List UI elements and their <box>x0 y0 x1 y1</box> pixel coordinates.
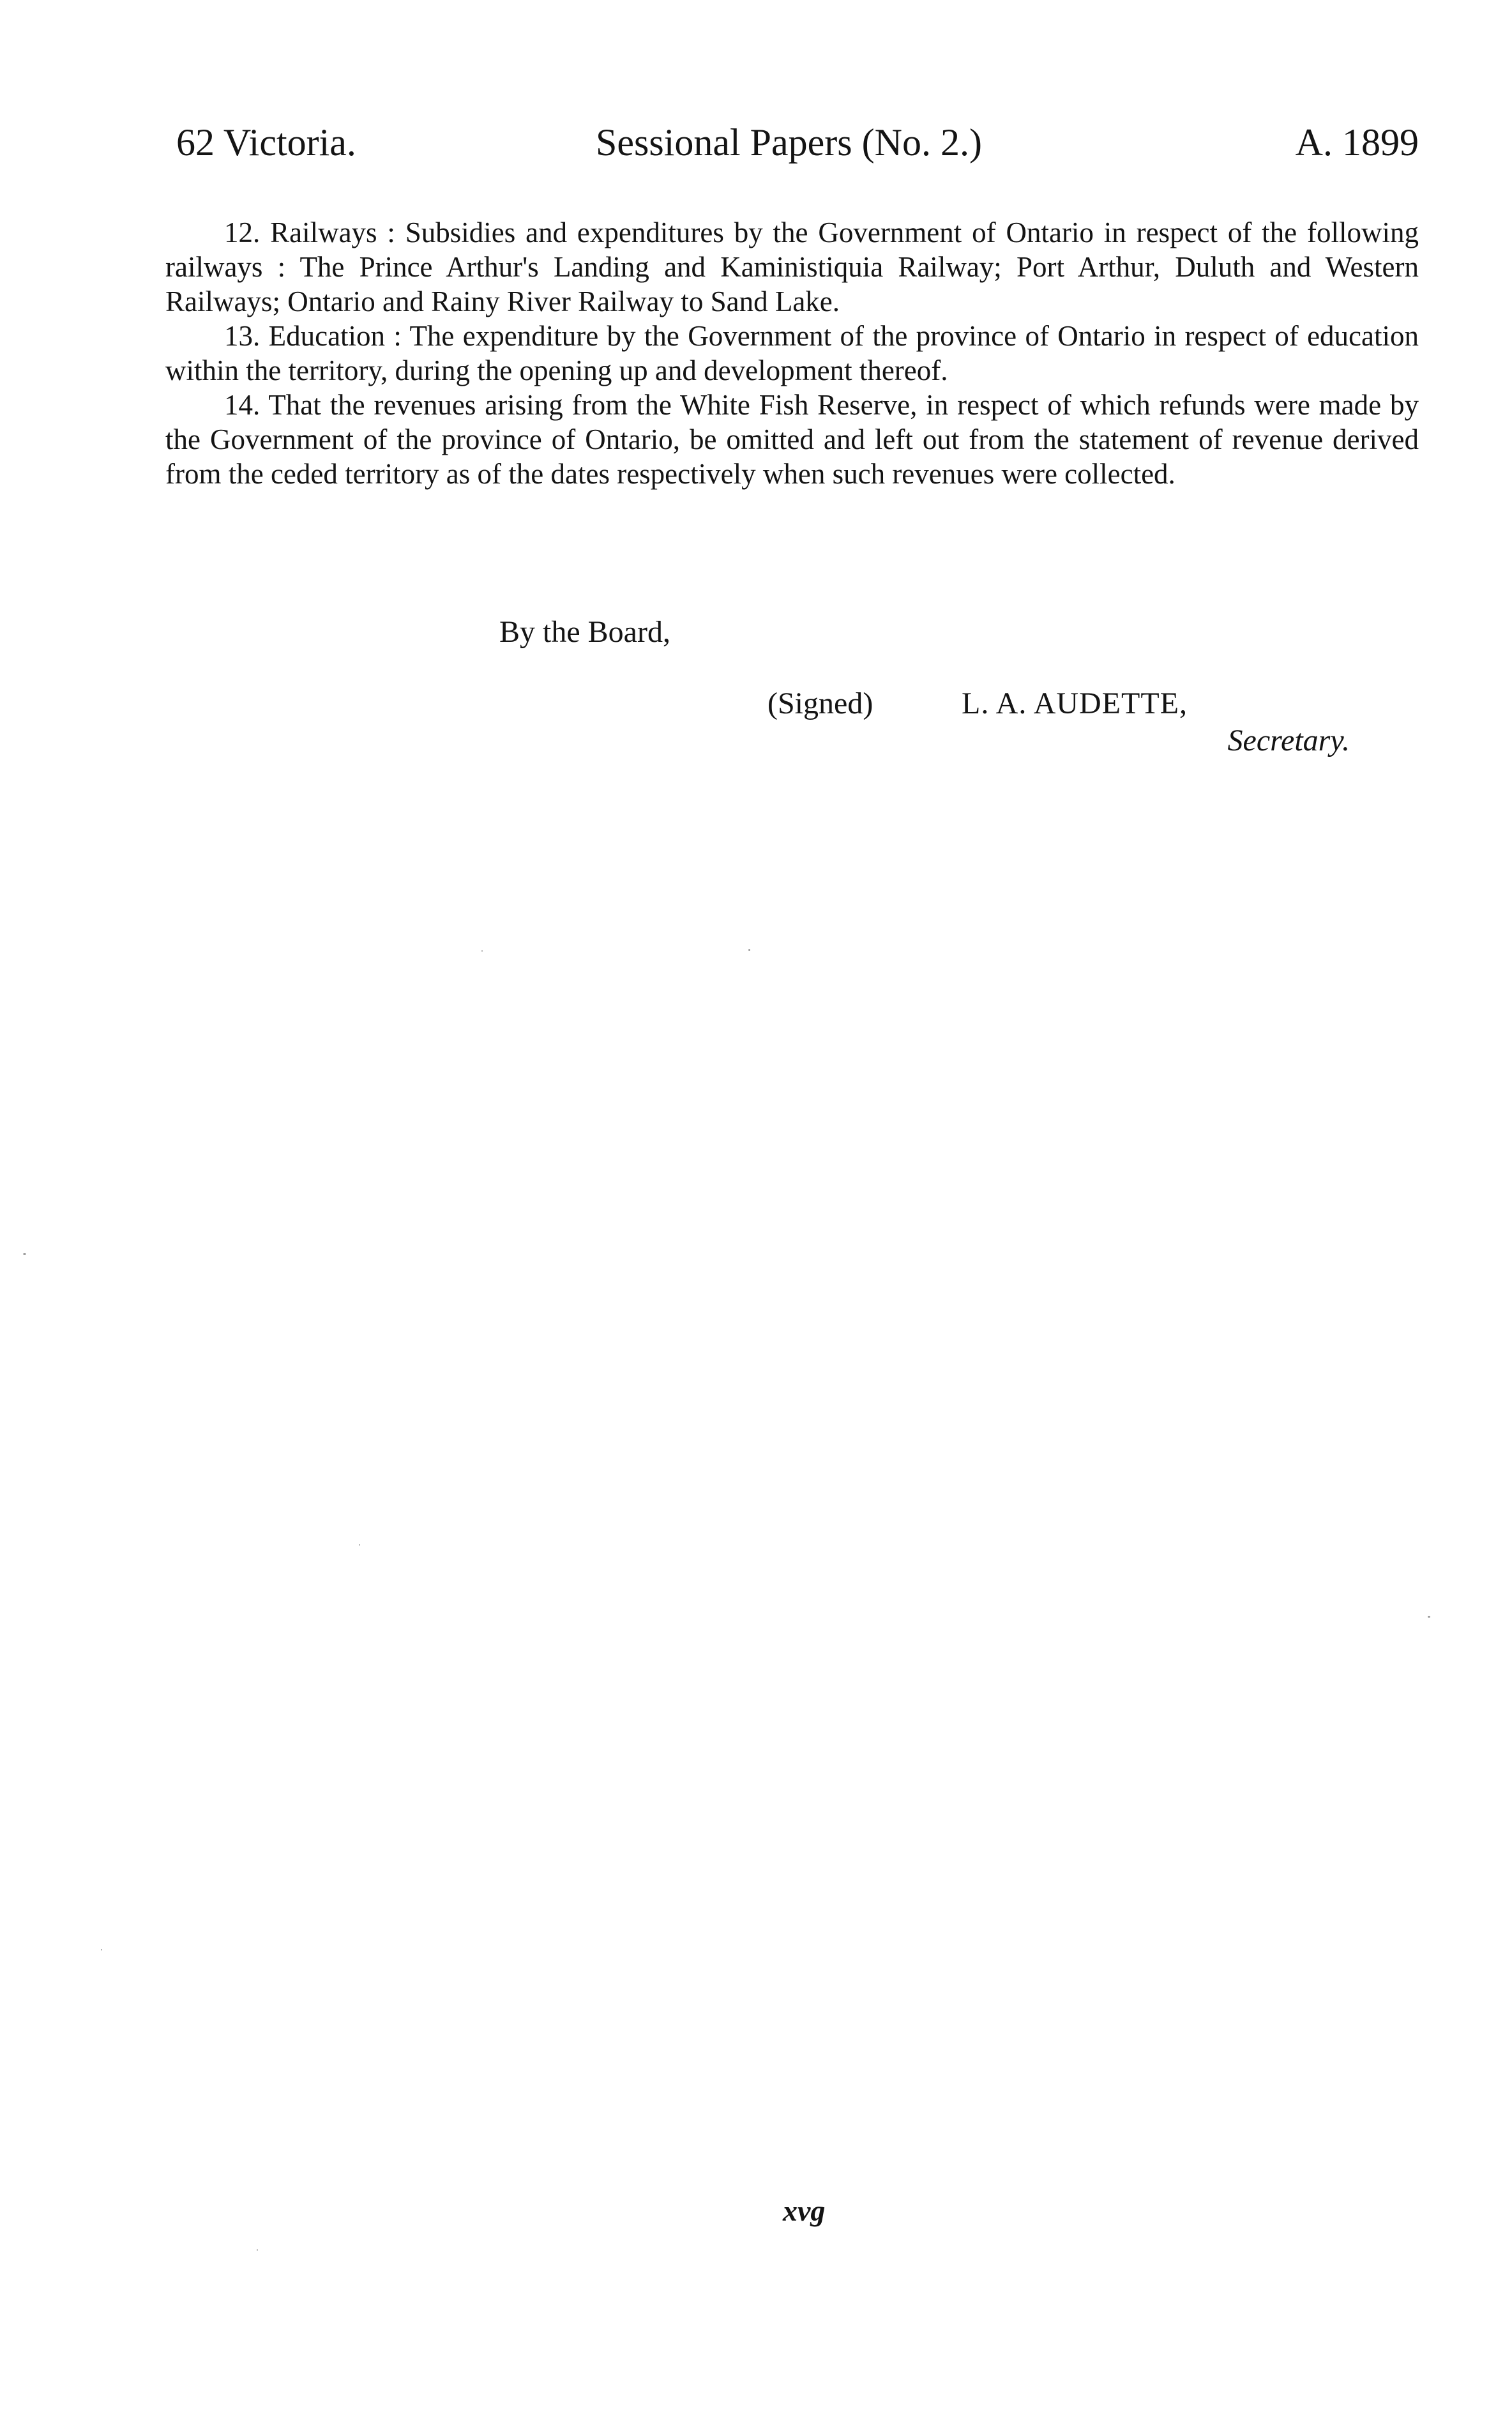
scan-speck <box>23 1253 26 1255</box>
header-publication: Sessional Papers (No. 2.) <box>596 121 982 163</box>
running-header <box>176 114 1419 171</box>
header-year: A. 1899 <box>1295 121 1419 163</box>
header-session: 62 Victoria. <box>176 121 356 163</box>
scan-speck <box>1428 1616 1430 1618</box>
by-board-text: By the Board, <box>499 615 670 649</box>
body-text <box>165 215 1419 491</box>
paragraph-education: 13. Education : The expenditure by the Government of the province of Ontario in respect of education within the territory, during the opening up and development thereof. <box>165 320 1419 386</box>
scan-speck <box>359 1544 360 1546</box>
paragraph-white-fish-reserve: 14. That the revenues arising from the White Fish Reserve, in respect of which refunds were made by the Government of the province of Ontario, be omitted and left out from the statement of revenue derived from the ceded territory as of the dates respectively when such revenues were collected. <box>165 389 1419 490</box>
paragraph-railways: 12. Railways : Subsidies and expenditures by the Government of Ontario in respect of the following railways : The Prince Arthur's Landing and Kaministiquia Railway; Port Arthur, Duluth and Western Railways; Ontario and Rainy River Railway to Sand Lake. <box>165 217 1419 317</box>
scan-speck <box>101 1949 102 1950</box>
page-folio: xvg <box>783 2194 826 2227</box>
scan-speck <box>481 950 483 952</box>
scan-speck <box>257 2249 258 2251</box>
signatory-name: L. A. AUDETTE, <box>962 687 1188 720</box>
signed-label: (Signed) <box>767 687 873 720</box>
scan-speck <box>748 949 750 951</box>
signatory-title: Secretary. <box>1227 724 1350 757</box>
